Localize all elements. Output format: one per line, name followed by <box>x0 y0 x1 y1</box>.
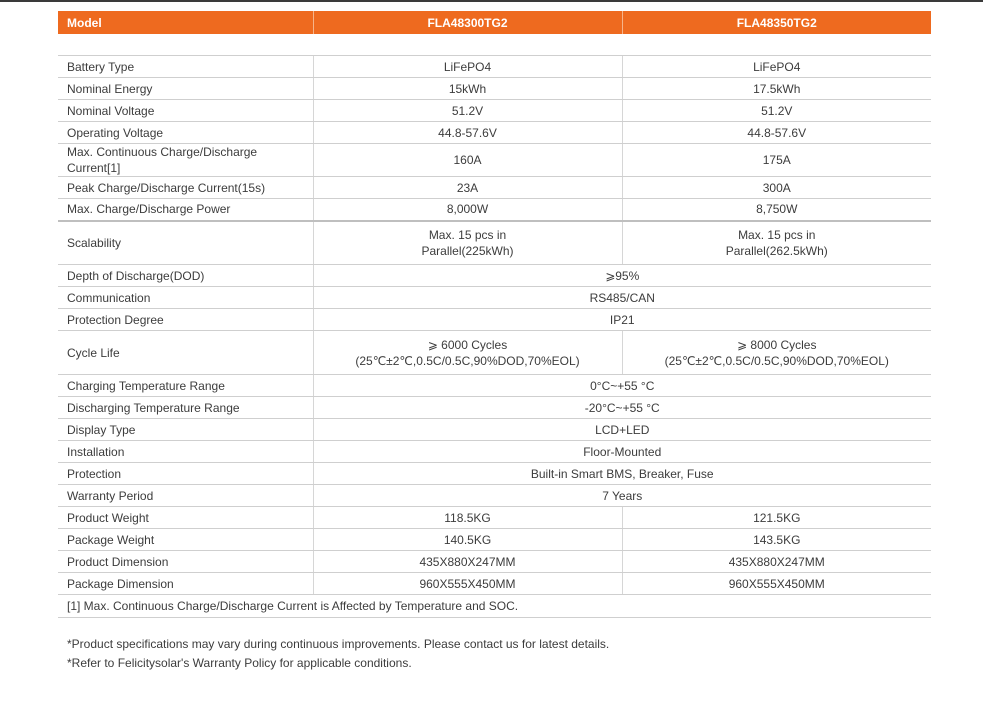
cell-line: Max. 15 pcs in <box>738 227 816 242</box>
row-label: Peak Charge/Discharge Current(15s) <box>58 177 313 199</box>
cell-value: 140.5KG <box>313 529 622 551</box>
row-label: Scalability <box>58 221 313 265</box>
cell-line: Parallel(262.5kWh) <box>725 243 828 258</box>
header-fla48350tg2: FLA48350TG2 <box>622 11 931 34</box>
cell-value: LCD+LED <box>313 419 931 441</box>
row-warranty-period <box>58 485 931 507</box>
row-protection-degree <box>58 309 931 331</box>
row-depth-of-discharge <box>58 265 931 287</box>
cell-value: 143.5KG <box>622 529 931 551</box>
cell-value: 8,000W <box>313 199 622 221</box>
row-label: Product Weight <box>58 507 313 529</box>
row-label: Package Dimension <box>58 573 313 595</box>
row-communication <box>58 287 931 309</box>
cell-line: Max. 15 pcs in <box>428 227 507 242</box>
cell-value: 160A <box>313 144 622 177</box>
row-label: Protection <box>58 463 313 485</box>
top-divider <box>0 0 983 2</box>
row-package-weight <box>58 529 931 551</box>
cell-value: ⩾95% <box>313 265 931 287</box>
cell-value: 44.8-57.6V <box>622 122 931 144</box>
row-nominal-energy <box>58 78 931 100</box>
cell-value: 435X880X247MM <box>313 551 622 573</box>
row-product-weight <box>58 507 931 529</box>
cell-line: ⩾ 8000 Cycles <box>737 337 817 352</box>
row-installation <box>58 441 931 463</box>
header-row <box>58 11 931 34</box>
cell-value: RS485/CAN <box>313 287 931 309</box>
footnote-warranty: *Refer to Felicitysolar's Warranty Policy for applicable conditions. <box>67 656 412 670</box>
row-label: Max. Charge/Discharge Power <box>58 199 313 221</box>
row-nominal-voltage <box>58 100 931 122</box>
cell-value: 44.8-57.6V <box>313 122 622 144</box>
cell-value: Built-in Smart BMS, Breaker, Fuse <box>313 463 931 485</box>
spacer <box>58 34 931 56</box>
cell-value: 300A <box>622 177 931 199</box>
row-label: Battery Type <box>58 56 313 78</box>
cell-value: 0°C~+55 °C <box>313 375 931 397</box>
row-label: Communication <box>58 287 313 309</box>
cell-value <box>313 221 622 265</box>
row-scalability <box>58 221 931 265</box>
row-product-dimension <box>58 551 931 573</box>
row-peak-current <box>58 177 931 199</box>
row-operating-voltage <box>58 122 931 144</box>
header-model: Model <box>58 11 313 34</box>
cell-value: 7 Years <box>313 485 931 507</box>
cell-line: Parallel(225kWh) <box>421 243 514 258</box>
cell-value: 15kWh <box>313 78 622 100</box>
cell-value: -20°C~+55 °C <box>313 397 931 419</box>
cell-value: 51.2V <box>313 100 622 122</box>
row-charging-temperature <box>58 375 931 397</box>
row-label: Max. Continuous Charge/Discharge Current[1] <box>58 144 313 177</box>
cell-value: 960X555X450MM <box>313 573 622 595</box>
row-label: Display Type <box>58 419 313 441</box>
row-protection <box>58 463 931 485</box>
cell-line: (25℃±2℃,0.5C/0.5C,90%DOD,70%EOL) <box>355 353 580 368</box>
cell-value <box>622 221 931 265</box>
row-label: Protection Degree <box>58 309 313 331</box>
row-label: Cycle Life <box>58 331 313 375</box>
cell-value: 960X555X450MM <box>622 573 931 595</box>
cell-value: 51.2V <box>622 100 931 122</box>
row-package-dimension <box>58 573 931 595</box>
cell-value: LiFePO4 <box>622 56 931 78</box>
row-battery-type <box>58 56 931 78</box>
row-label: Package Weight <box>58 529 313 551</box>
row-max-continuous-current <box>58 144 931 177</box>
cell-value: 17.5kWh <box>622 78 931 100</box>
row-label: Depth of Discharge(DOD) <box>58 265 313 287</box>
row-label: Discharging Temperature Range <box>58 397 313 419</box>
row-label: Warranty Period <box>58 485 313 507</box>
cell-line: ⩾ 6000 Cycles <box>427 337 508 352</box>
cell-value: 175A <box>622 144 931 177</box>
cell-value: 118.5KG <box>313 507 622 529</box>
row-label: Product Dimension <box>58 551 313 573</box>
row-note <box>58 595 931 618</box>
cell-line: (25℃±2℃,0.5C/0.5C,90%DOD,70%EOL) <box>664 353 889 368</box>
row-discharging-temperature <box>58 397 931 419</box>
row-label: Nominal Energy <box>58 78 313 100</box>
cell-value: IP21 <box>313 309 931 331</box>
cell-value: 23A <box>313 177 622 199</box>
table-note: [1] Max. Continuous Charge/Discharge Current is Affected by Temperature and SOC. <box>58 595 931 618</box>
header-fla48300tg2: FLA48300TG2 <box>313 11 622 34</box>
cell-value: 435X880X247MM <box>622 551 931 573</box>
row-display-type <box>58 419 931 441</box>
cell-value <box>313 331 622 375</box>
footnote-specifications: *Product specifications may vary during continuous improvements. Please contact us for latest details. <box>67 637 610 651</box>
row-label: Installation <box>58 441 313 463</box>
cell-value: 8,750W <box>622 199 931 221</box>
row-label: Charging Temperature Range <box>58 375 313 397</box>
cell-value: LiFePO4 <box>313 56 622 78</box>
cell-value: 121.5KG <box>622 507 931 529</box>
cell-value <box>622 331 931 375</box>
row-label: Operating Voltage <box>58 122 313 144</box>
row-max-power <box>58 199 931 221</box>
spec-table <box>58 11 931 618</box>
row-cycle-life <box>58 331 931 375</box>
row-label: Nominal Voltage <box>58 100 313 122</box>
cell-value: Floor-Mounted <box>313 441 931 463</box>
